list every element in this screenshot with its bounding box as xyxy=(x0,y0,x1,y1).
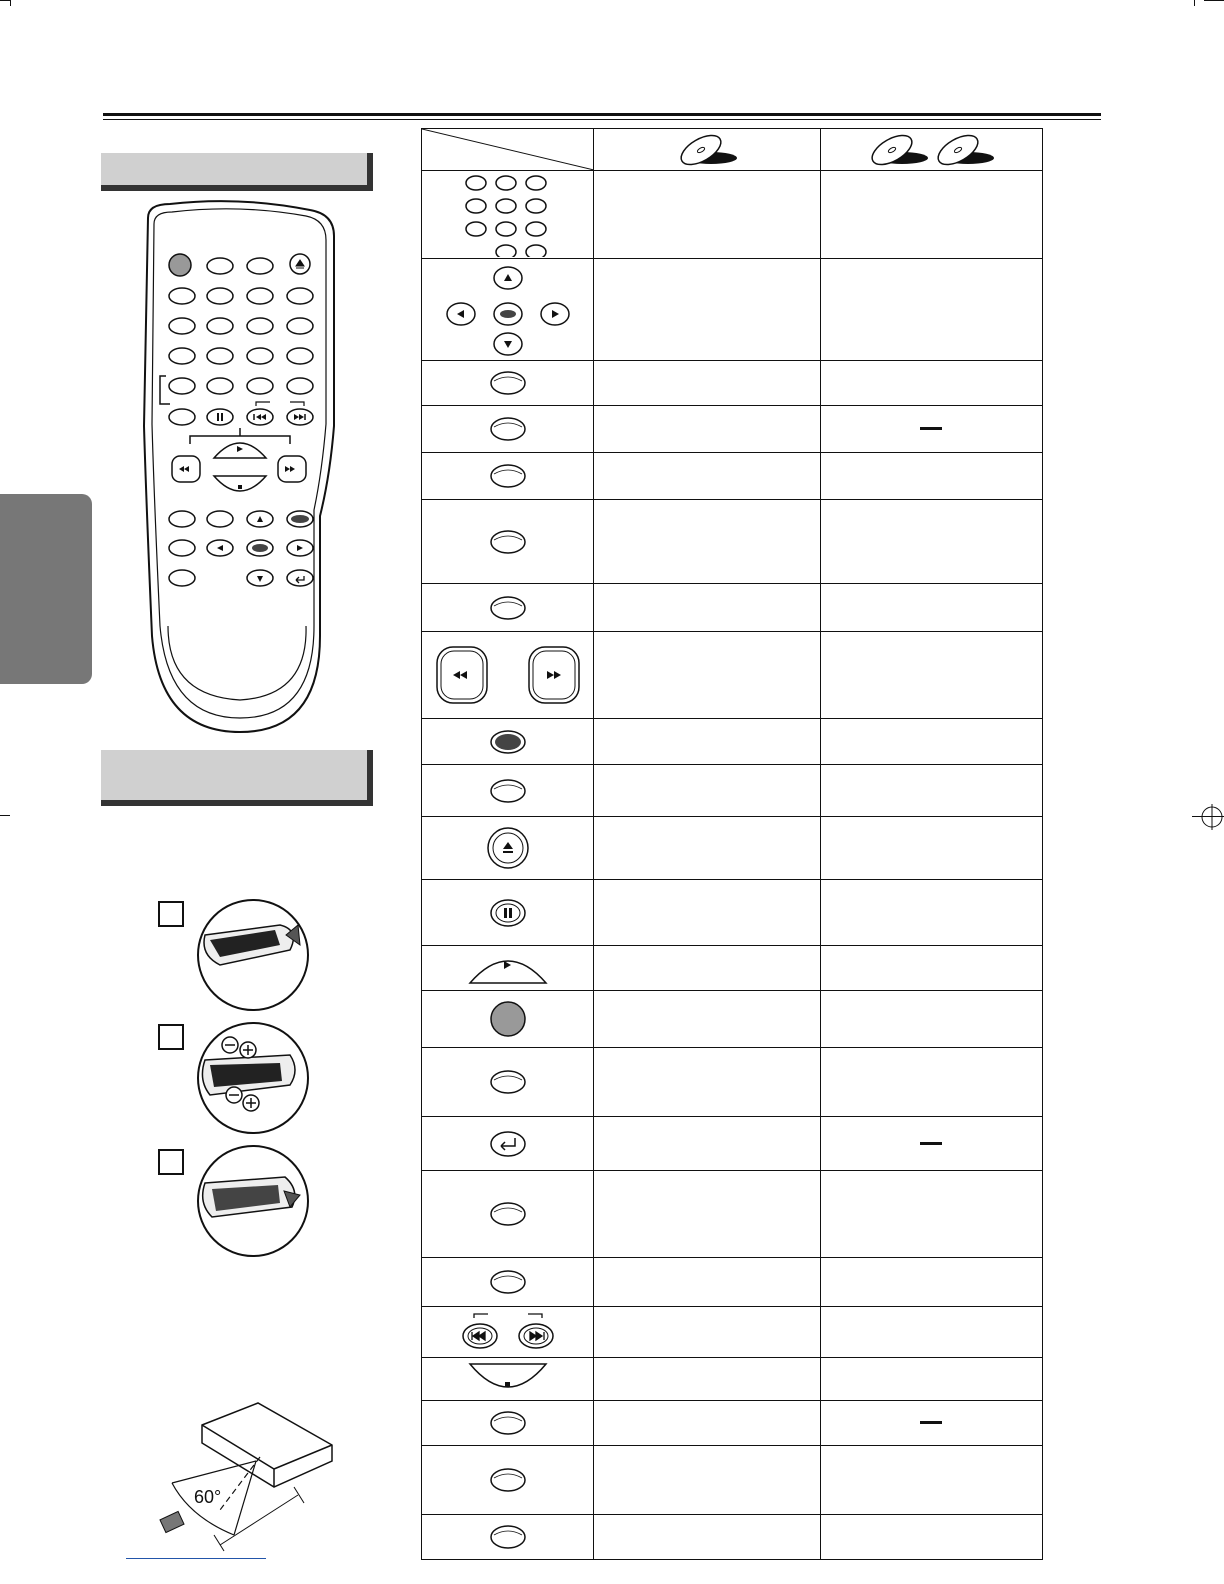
dvd-function-cell xyxy=(594,1358,820,1401)
key-cell xyxy=(422,1446,594,1515)
crop-mark-top-right xyxy=(1194,0,1195,6)
cd-function-cell xyxy=(820,765,1042,817)
oval-button-icon xyxy=(422,416,593,442)
cd-function-cell xyxy=(820,1358,1042,1401)
key-cell xyxy=(422,500,594,584)
table-row xyxy=(422,1258,1043,1307)
dvd-function-cell xyxy=(594,584,820,632)
cd-function-cell xyxy=(820,1171,1042,1258)
pause-button-icon xyxy=(422,897,593,929)
key-cell xyxy=(422,946,594,991)
remote-angle-diagram xyxy=(150,1395,350,1565)
oval-button-icon xyxy=(422,1410,593,1436)
dvd-column-header xyxy=(594,129,820,171)
angle-label: 60° xyxy=(194,1487,222,1507)
footer-rule xyxy=(126,1558,266,1559)
step-box-3 xyxy=(159,1150,183,1174)
key-cell xyxy=(422,1117,594,1171)
table-body xyxy=(422,171,1043,1560)
skip-buttons-icon xyxy=(422,1312,593,1352)
key-cell xyxy=(422,1171,594,1258)
section-heading-bar-1 xyxy=(101,153,373,191)
oval-button-icon xyxy=(422,463,593,489)
cd-function-cell xyxy=(820,632,1042,719)
not-applicable-dash xyxy=(920,427,942,430)
battery-installation-steps xyxy=(150,895,320,1265)
dark-oval-button-icon xyxy=(422,729,593,755)
table-row xyxy=(422,991,1043,1048)
play-button-icon xyxy=(422,949,593,987)
oval-button-icon xyxy=(422,778,593,804)
cd-function-cell xyxy=(820,500,1042,584)
cd-function-cell xyxy=(820,1515,1042,1560)
key-cell xyxy=(422,817,594,880)
dvd-function-cell xyxy=(594,817,820,880)
key-cell xyxy=(422,259,594,361)
dvd-function-cell xyxy=(594,946,820,991)
rewind-forward-buttons-icon xyxy=(422,643,593,707)
table-row xyxy=(422,880,1043,946)
crop-mark-top-left xyxy=(0,0,10,1)
key-cell xyxy=(422,1401,594,1446)
oval-button-icon xyxy=(422,370,593,396)
arrow-cursor-keys-icon xyxy=(422,264,593,356)
dvd-function-cell xyxy=(594,259,820,361)
crop-mark-top-left-v xyxy=(10,0,11,6)
step-box-1 xyxy=(159,902,183,926)
chapter-side-tab xyxy=(0,494,92,684)
dvd-function-cell xyxy=(594,1117,820,1171)
oval-button-icon xyxy=(422,1269,593,1295)
dvd-function-cell xyxy=(594,719,820,765)
table-row xyxy=(422,632,1043,719)
crop-mark-top-right-h xyxy=(1204,0,1224,1)
table-row xyxy=(422,500,1043,584)
dvd-function-cell xyxy=(594,1515,820,1560)
oval-button-icon xyxy=(422,1524,593,1550)
table-corner-cell xyxy=(422,129,594,171)
table-row xyxy=(422,1401,1043,1446)
dvd-function-cell xyxy=(594,1446,820,1515)
number-keypad-icon xyxy=(422,173,593,257)
cd-function-cell xyxy=(820,817,1042,880)
section-heading-bar-2 xyxy=(101,750,373,806)
eject-button-icon xyxy=(422,825,593,871)
key-cell xyxy=(422,406,594,453)
cd-function-cell xyxy=(820,453,1042,500)
table-row xyxy=(422,1307,1043,1358)
not-applicable-dash xyxy=(920,1142,942,1145)
header-rule-thin xyxy=(103,119,1101,120)
dvd-function-cell xyxy=(594,171,820,259)
oval-button-icon xyxy=(422,1201,593,1227)
cd-function-cell xyxy=(820,719,1042,765)
remote-control-illustration xyxy=(130,196,350,741)
table-row xyxy=(422,1117,1043,1171)
cd-function-cell xyxy=(820,1401,1042,1446)
table-row xyxy=(422,946,1043,991)
key-cell xyxy=(422,1258,594,1307)
table-row xyxy=(422,259,1043,361)
cd-function-cell xyxy=(820,1307,1042,1358)
dvd-function-cell xyxy=(594,991,820,1048)
key-cell xyxy=(422,171,594,259)
key-cell xyxy=(422,453,594,500)
dvd-function-cell xyxy=(594,765,820,817)
key-cell xyxy=(422,719,594,765)
key-function-table xyxy=(421,128,1043,1560)
cd-function-cell xyxy=(820,406,1042,453)
dvd-function-cell xyxy=(594,1401,820,1446)
table-row xyxy=(422,1358,1043,1401)
cd-function-cell xyxy=(820,259,1042,361)
key-cell xyxy=(422,1307,594,1358)
cd-function-cell xyxy=(820,946,1042,991)
oval-button-icon xyxy=(422,1467,593,1493)
dvd-function-cell xyxy=(594,1258,820,1307)
key-cell xyxy=(422,765,594,817)
table-row xyxy=(422,584,1043,632)
table-row xyxy=(422,406,1043,453)
key-cell xyxy=(422,1515,594,1560)
dvd-function-cell xyxy=(594,1171,820,1258)
cd-function-cell xyxy=(820,880,1042,946)
oval-button-icon xyxy=(422,595,593,621)
table-row xyxy=(422,765,1043,817)
not-applicable-dash xyxy=(920,1421,942,1424)
crop-mark-left-mid xyxy=(0,815,10,816)
table-row xyxy=(422,361,1043,406)
table-row xyxy=(422,1048,1043,1117)
table-row xyxy=(422,171,1043,259)
key-cell xyxy=(422,584,594,632)
header-rule xyxy=(103,113,1101,116)
dvd-function-cell xyxy=(594,632,820,719)
table-row xyxy=(422,1446,1043,1515)
cd-function-cell xyxy=(820,1446,1042,1515)
cd-function-cell xyxy=(820,1117,1042,1171)
oval-button-icon xyxy=(422,529,593,555)
oval-button-icon xyxy=(422,1069,593,1095)
cd-function-cell xyxy=(820,991,1042,1048)
cd-function-cell xyxy=(820,1048,1042,1117)
table-row xyxy=(422,719,1043,765)
registration-mark-icon xyxy=(1196,804,1224,830)
table-row xyxy=(422,1171,1043,1258)
return-button-icon xyxy=(422,1129,593,1159)
dvd-function-cell xyxy=(594,1307,820,1358)
key-cell xyxy=(422,1358,594,1401)
key-cell xyxy=(422,991,594,1048)
key-cell xyxy=(422,880,594,946)
cd-function-cell xyxy=(820,584,1042,632)
dvd-function-cell xyxy=(594,361,820,406)
dvd-function-cell xyxy=(594,1048,820,1117)
table-row xyxy=(422,1515,1043,1560)
table-row xyxy=(422,453,1043,500)
cd-column-header xyxy=(820,129,1042,171)
disc-icon xyxy=(675,134,739,166)
disc-icon xyxy=(932,134,996,166)
step-box-2 xyxy=(159,1025,183,1049)
power-button-icon xyxy=(422,999,593,1039)
cd-function-cell xyxy=(820,1258,1042,1307)
dvd-function-cell xyxy=(594,453,820,500)
table-row xyxy=(422,817,1043,880)
cd-function-cell xyxy=(820,171,1042,259)
key-cell xyxy=(422,361,594,406)
stop-button-icon xyxy=(422,1360,593,1398)
dvd-function-cell xyxy=(594,500,820,584)
disc-icon xyxy=(866,134,930,166)
dvd-function-cell xyxy=(594,880,820,946)
key-cell xyxy=(422,1048,594,1117)
key-cell xyxy=(422,632,594,719)
cd-function-cell xyxy=(820,361,1042,406)
dvd-function-cell xyxy=(594,406,820,453)
